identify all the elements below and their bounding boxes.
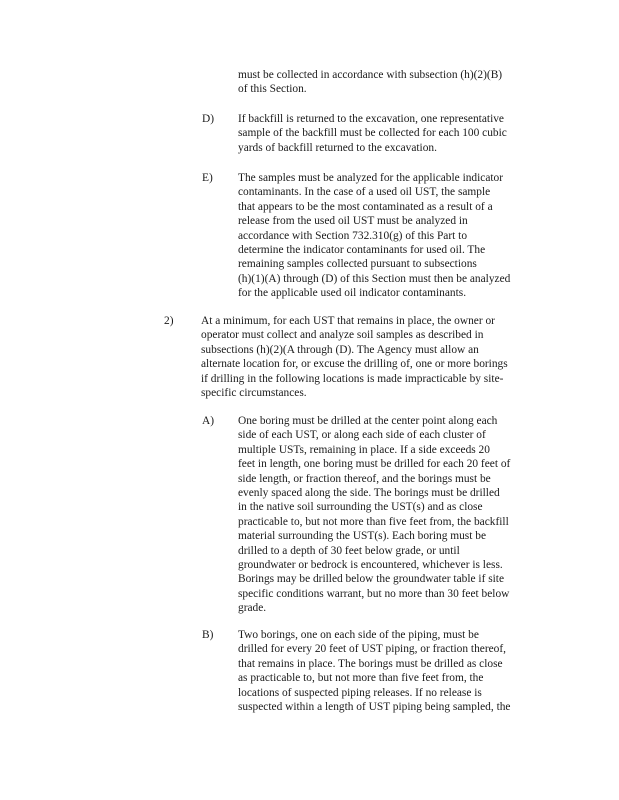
text-line: practicable to, but not more than five feet from, the backfill bbox=[238, 515, 509, 528]
text-line: Borings may be drilled below the groundwater table if site bbox=[238, 573, 505, 586]
text-line: contaminants. In the case of a used oil UST, the sample bbox=[238, 186, 491, 199]
text-line: remaining samples collected pursuant to subsections bbox=[238, 258, 477, 271]
text-line: side length, or fraction thereof, and the borings must be bbox=[238, 472, 491, 485]
item-2a-text bbox=[238, 414, 510, 616]
text-line: sample of the backfill must be collected for each 100 cubic bbox=[238, 127, 507, 140]
text-line: locations of suspected piping releases. If no release is bbox=[238, 686, 482, 699]
text-line: drilled to a depth of 30 feet below grade, or until bbox=[238, 544, 460, 557]
text-line: multiple USTs, remaining in place. If a side exceeds 20 bbox=[238, 443, 490, 456]
text-line: subsections (h)(2)(A through (D). The Agency must allow an bbox=[201, 343, 479, 356]
item-c-continuation bbox=[238, 68, 502, 97]
text-line: If backfill is returned to the excavation, one representative bbox=[238, 113, 504, 125]
text-line: alternate location for, or excuse the drilling of, one or more borings bbox=[201, 358, 508, 371]
item-e-text bbox=[238, 171, 510, 301]
text-line: material surrounding the UST(s). Each boring must be bbox=[238, 530, 487, 543]
text-line: At a minimum, for each UST that remains in place, the owner or bbox=[201, 315, 495, 327]
text-line: The samples must be analyzed for the applicable indicator bbox=[238, 172, 504, 184]
text-line: evenly spaced along the side. The borings must be drilled bbox=[238, 487, 500, 500]
text-line: as practicable to, but not more than five feet from, the bbox=[238, 672, 484, 685]
text-line: yards of backfill returned to the excavation. bbox=[238, 141, 437, 154]
item-2-text bbox=[201, 314, 508, 400]
text-line: accordance with Section 732.310(g) of this Part to bbox=[238, 229, 468, 242]
text-line: drilled for every 20 feet of UST piping, or fraction thereof, bbox=[238, 643, 507, 656]
text-line: for the applicable used oil indicator contaminants. bbox=[238, 287, 467, 300]
text-line: Two borings, one on each side of the piping, must be bbox=[238, 629, 479, 641]
text-line: side of each UST, or along each side of each cluster of bbox=[238, 429, 486, 442]
text-line: specific conditions warrant, but no more than 30 feet below bbox=[238, 587, 510, 600]
text-line: that remains in place. The borings must be drilled as close bbox=[238, 657, 503, 670]
text-line: feet in length, one boring must be drilled for each 20 feet of bbox=[238, 458, 511, 471]
item-d-label: D) bbox=[202, 113, 215, 125]
text-line: determine the indicator contaminants for used oil. The bbox=[238, 244, 486, 257]
text-line: if drilling in the following locations is made impracticable by site- bbox=[201, 372, 504, 385]
item-d-text bbox=[238, 112, 507, 155]
text-line: specific circumstances. bbox=[201, 387, 307, 400]
text-line: suspected within a length of UST piping being sampled, the bbox=[238, 701, 511, 714]
text-line: that appears to be the most contaminated as a result of a bbox=[238, 200, 493, 213]
item-2a-label: A) bbox=[202, 415, 215, 427]
item-e-label: E) bbox=[202, 172, 213, 184]
text-line: groundwater or bedrock is encountered, whichever is less. bbox=[238, 559, 503, 572]
item-2b-text bbox=[238, 628, 511, 714]
text-line: release from the used oil UST must be analyzed in bbox=[238, 215, 468, 228]
text-line: operator must collect and analyze soil samples as described in bbox=[201, 329, 484, 342]
text-line: in the native soil surrounding the UST(s) and as close bbox=[238, 501, 483, 514]
text-line: (h)(1)(A) through (D) of this Section must then be analyzed bbox=[238, 272, 511, 285]
text-line: grade. bbox=[238, 602, 267, 615]
text-line: One boring must be drilled at the center point along each bbox=[238, 415, 498, 427]
item-2-label: 2) bbox=[164, 315, 174, 327]
text-line: of this Section. bbox=[238, 83, 307, 96]
text-line: must be collected in accordance with subsection (h)(2)(B) bbox=[238, 69, 503, 81]
item-2b-label: B) bbox=[202, 629, 214, 641]
